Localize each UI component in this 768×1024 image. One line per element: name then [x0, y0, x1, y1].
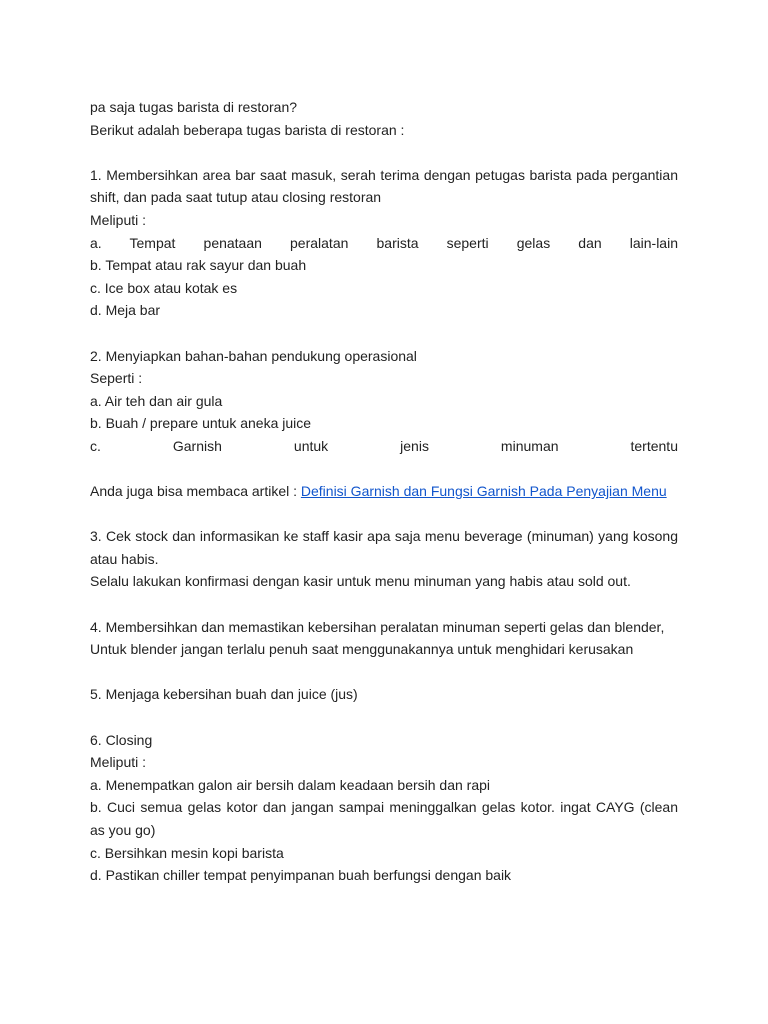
section-4-title: 4. Membersihkan dan memastikan kebersihan peralatan minuman seperti gelas dan blender, [90, 618, 665, 635]
section-6-label: Meliputi : [90, 754, 147, 771]
section-1-item-c: c. Ice box atau kotak es [90, 279, 238, 296]
section-1-item-a: a. Tempat penataan peralatan barista seperti gelas dan lain-lain [90, 234, 678, 251]
section-6-item-c: c. Bersihkan mesin kopi barista [90, 844, 284, 861]
section-3-title: 3. Cek stock dan informasikan ke staff kasir apa saja menu beverage (minuman) yang kosong atau habis. [90, 528, 678, 567]
spacer [90, 503, 678, 526]
section-4-note: Untuk blender jangan terlalu penuh saat menggunakannya untuk menghidari kerusakan [90, 641, 634, 658]
section-1-label: Meliputi : [90, 211, 147, 228]
section-1-item-b: b. Tempat atau rak sayur dan buah [90, 257, 307, 274]
related-article [90, 480, 678, 503]
section-1-item-d: d. Meja bar [90, 302, 161, 319]
intro-lead: Berikut adalah beberapa tugas barista di restoran : [90, 121, 405, 138]
section-3-note: Selalu lakukan konfirmasi dengan kasir untuk menu minuman yang habis atau sold out. [90, 573, 631, 590]
related-article-link[interactable]: Definisi Garnish dan Fungsi Garnish Pada Penyajian Menu [300, 483, 667, 500]
spacer [90, 593, 678, 616]
intro-question: pa saja tugas barista di restoran? [90, 99, 298, 115]
section-6-item-d: d. Pastikan chiller tempat penyimpanan buah berfungsi dengan baik [90, 867, 512, 884]
section-6-item-b: b. Cuci semua gelas kotor dan jangan sampai meninggalkan gelas kotor. ingat CAYG (clean as you go) [90, 799, 678, 838]
section-2-item-c: c. Garnish untuk jenis minuman tertentu [90, 437, 678, 454]
section-1-title: 1. Membersihkan area bar saat masuk, serah terima dengan petugas barista pada pergantian shift, dan pada saat tutup atau closing restoran [90, 166, 678, 206]
spacer [90, 706, 678, 729]
section-6-item-a: a. Menempatkan galon air bersih dalam keadaan bersih dan rapi [90, 776, 491, 793]
section-2-item-a: a. Air teh dan air gula [90, 392, 223, 409]
section-2-title: 2. Menyiapkan bahan-bahan pendukung operasional [90, 347, 417, 364]
spacer [90, 458, 678, 481]
article-body [90, 96, 678, 887]
spacer [90, 661, 678, 684]
spacer [90, 141, 678, 164]
section-5-title: 5. Menjaga kebersihan buah dan juice (jus) [90, 686, 358, 703]
section-6-title: 6. Closing [90, 731, 153, 748]
section-2-item-b: b. Buah / prepare untuk aneka juice [90, 415, 312, 432]
related-article-prefix: Anda juga bisa membaca artikel : [90, 483, 301, 500]
section-2-label: Seperti : [90, 370, 143, 387]
spacer [90, 322, 678, 345]
